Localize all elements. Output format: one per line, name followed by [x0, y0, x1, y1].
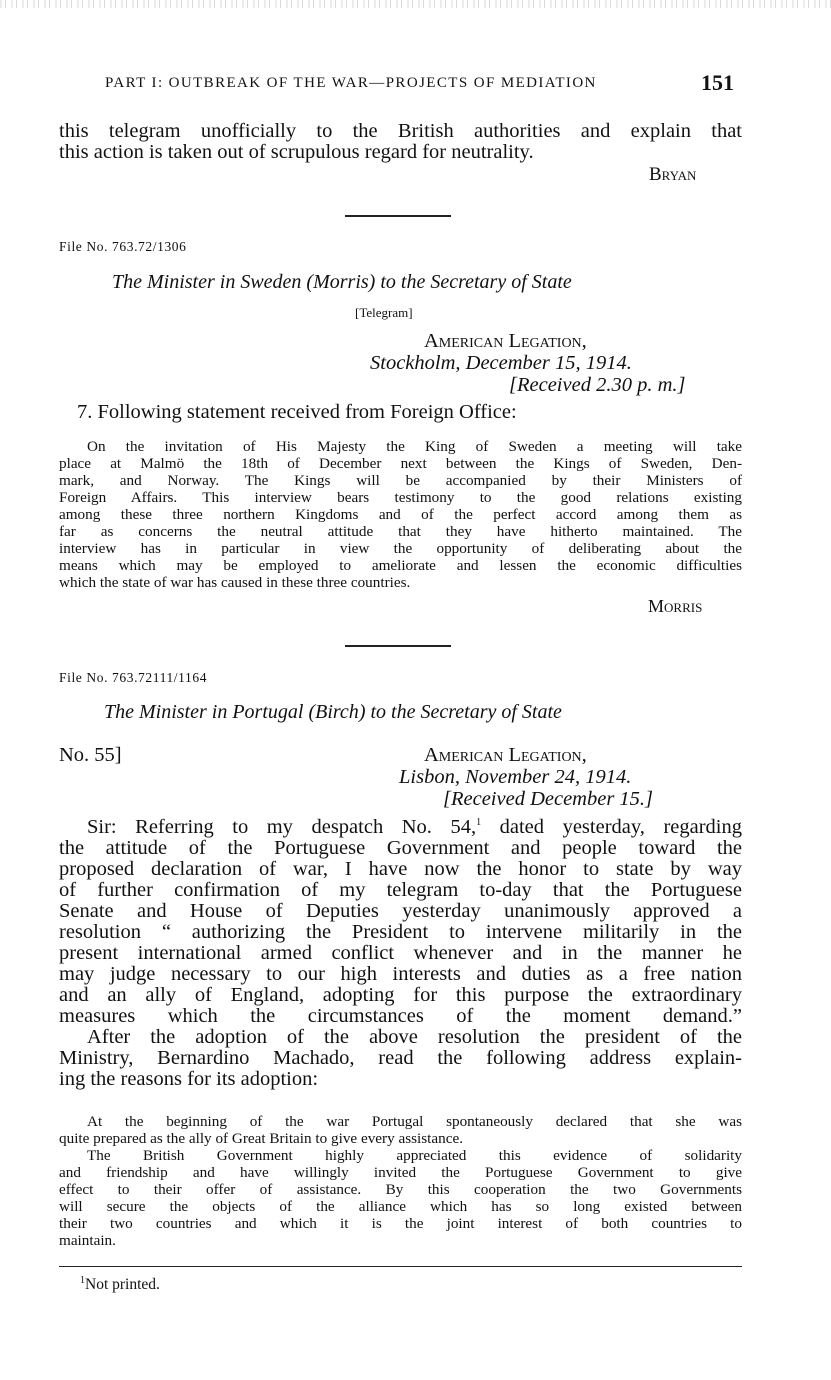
telegram-opening: 7. Following statement received from Foreign Office:: [77, 401, 517, 423]
quote-line: means which may be employed to ameliorate and lessen the economic difficulties: [59, 557, 742, 574]
heading-part: ) to the Secretary of State: [358, 701, 562, 723]
letter-line: resolution “ authorizing the President to intervene militarily in the: [59, 921, 742, 943]
file-number: File No. 763.72/1306: [59, 239, 187, 254]
quoted-statement: [59, 438, 742, 591]
intro-line: this telegram unofficially to the British authorities and explain that: [59, 120, 742, 142]
quote-line: mark, and Norway. The Kings will be accompanied by their Ministers of: [59, 472, 742, 489]
footnote-rule: [59, 1266, 742, 1267]
intro-paragraph: [59, 121, 742, 163]
quoted-address: [59, 1113, 742, 1249]
quote-line: Foreign Affairs. This interview bears testimony to the good relations existing: [59, 489, 742, 506]
footnote: [80, 1276, 160, 1294]
quote-line: maintain.: [59, 1232, 116, 1249]
heading-part: ) to the Secretary of State: [368, 271, 572, 293]
letter-line: proposed declaration of war, I have now the honor to state by way: [59, 858, 742, 880]
quote-line: which the state of war has caused in these three countries.: [59, 574, 411, 591]
letter-line: Ministry, Bernardino Machado, read the following address explain-: [59, 1047, 742, 1069]
despatch-number: No. 55]: [59, 744, 122, 766]
letter-line: present international armed conflict whenever and in the manner he: [59, 942, 742, 964]
footnote-text: Not printed.: [85, 1276, 160, 1293]
letter-line: [59, 817, 742, 838]
letter-line: may judge necessary to our high interests and duties as a free nation: [59, 963, 742, 985]
section-divider: [345, 645, 451, 647]
letter-line: the attitude of the Portuguese Government and people toward the: [59, 837, 742, 859]
page-number: 151: [701, 70, 734, 95]
signature-morris: Morris: [648, 596, 703, 616]
signature-bryan: Bryan: [649, 164, 697, 185]
quote-line: far as concerns the neutral attitude that they have hitherto maintained. The: [59, 523, 742, 540]
letter-text: dated yesterday, regarding: [481, 816, 742, 838]
heading-part: The Minister in Sweden (: [112, 271, 314, 293]
quote-line: quite prepared as the ally of Great Britain to give every assistance.: [59, 1130, 464, 1147]
section-divider: [345, 215, 451, 217]
quote-line: On the invitation of His Majesty the King of Sweden a meeting will take: [87, 438, 742, 455]
received-note: [Received 2.30 p. m.]: [509, 374, 686, 396]
heading-name: Morris: [313, 271, 369, 293]
letter-line: measures which the circumstances of the moment demand.”: [59, 1005, 742, 1027]
quote-line: effect to their offer of assistance. By this cooperation the two Governments: [59, 1181, 742, 1198]
quote-line: will secure the objects of the alliance which has so long existed between: [59, 1198, 742, 1215]
letter-line: and an ally of England, adopting for this purpose the extraordinary: [59, 984, 742, 1006]
letter-line: ing the reasons for its adoption:: [59, 1068, 319, 1090]
place-date: Stockholm, December 15, 1914.: [370, 352, 632, 374]
footnote-marker: 1: [80, 1274, 85, 1286]
quote-line: interview has in particular in view the opportunity of deliberating about the: [59, 540, 742, 557]
telegram-label: [Telegram]: [355, 305, 413, 320]
letter-line: of further confirmation of my telegram to-day that the Portuguese: [59, 879, 742, 901]
running-title: PART I: OUTBREAK OF THE WAR—PROJECTS OF MEDIATION: [105, 75, 597, 91]
heading-name: Birch: [315, 701, 359, 723]
quote-line: and friendship and have willingly invited the Portuguese Government to give: [59, 1164, 742, 1181]
file-number: File No. 763.72111/1164: [59, 670, 208, 685]
letter-text: Sir: Referring to my despatch No. 54,: [87, 816, 477, 838]
scan-edge-noise: [0, 0, 831, 8]
heading-part: The Minister in Portugal (: [104, 701, 316, 723]
received-note: [Received December 15.]: [443, 788, 654, 810]
quote-line: their two countries and which it is the joint interest of both countries to: [59, 1215, 742, 1232]
intro-line: this action is taken out of scrupulous regard for neutrality.: [59, 141, 534, 163]
quote-line: At the beginning of the war Portugal spontaneously declared that she was: [87, 1113, 742, 1130]
quote-line: among these three northern Kingdoms and of the perfect accord among them as: [59, 506, 742, 523]
place-date: Lisbon, November 24, 1914.: [399, 766, 632, 788]
document-heading: [104, 701, 562, 724]
legation-name: American Legation,: [424, 330, 587, 352]
quote-line: The British Government highly appreciated this evidence of solidarity: [87, 1147, 742, 1164]
quote-line: place at Malmö the 18th of December next between the Kings of Sweden, Den-: [59, 455, 742, 472]
letter-paragraph: [59, 817, 742, 1090]
document-heading: [112, 271, 572, 294]
letter-line: Senate and House of Deputies yesterday unanimously approved a: [59, 900, 742, 922]
legation-name: American Legation,: [424, 744, 587, 766]
letter-line: After the adoption of the above resolution the president of the: [87, 1026, 742, 1048]
footnote-reference: 1: [476, 817, 482, 829]
